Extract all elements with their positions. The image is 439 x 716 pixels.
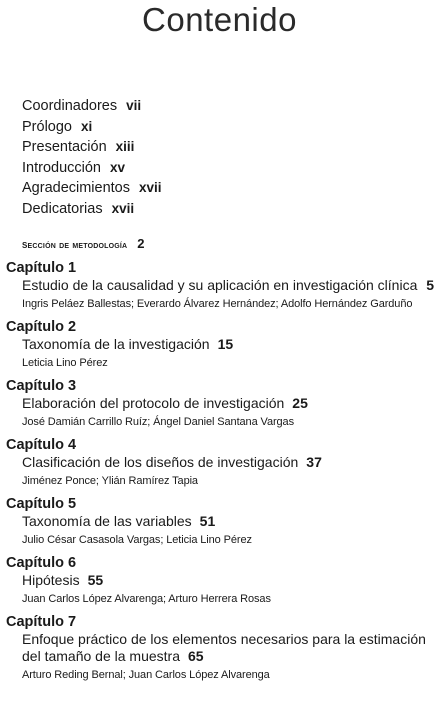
- chapter-entry-7[interactable]: [6, 614, 434, 683]
- chapter-authors: Arturo Reding Bernal; Juan Carlos López Alvarenga: [22, 669, 270, 681]
- page-number: 2: [137, 236, 145, 251]
- chapter-title: Enfoque práctico de los elementos necesarios para la estimación del tamaño de la muestra: [22, 631, 426, 664]
- chapter-title: Elaboración del protocolo de investigación: [22, 395, 285, 411]
- page-number: xvii: [139, 180, 162, 195]
- chapter-label: Capítulo 1: [6, 260, 77, 276]
- chapter-label: Capítulo 3: [6, 378, 77, 394]
- chapter-authors: Leticia Lino Pérez: [22, 357, 108, 369]
- page-number: xv: [110, 159, 126, 175]
- chapter-list: [6, 260, 434, 690]
- page-number: xvii: [111, 200, 135, 216]
- chapter-label: Capítulo 6: [6, 555, 77, 571]
- chapter-title: Hipótesis: [22, 572, 80, 588]
- chapter-title-row: [22, 513, 434, 530]
- chapter-title: Estudio de la causalidad y su aplicación en investigación clínica: [22, 277, 418, 293]
- chapter-authors: Ingris Peláez Ballestas; Everardo Álvarez Hernández; Adolfo Hernández Garduño: [22, 298, 413, 310]
- toc-entry-introduccion[interactable]: [22, 158, 162, 179]
- chapter-title-row: [22, 572, 434, 589]
- section-initial: s: [22, 237, 28, 251]
- chapter-title-row: [22, 395, 434, 412]
- chapter-title-row: [22, 454, 434, 471]
- entry-label: Coordinadores: [22, 98, 118, 114]
- toc-entry-coordinadores[interactable]: [22, 96, 162, 117]
- page-number: xiii: [115, 139, 135, 154]
- chapter-entry-6[interactable]: [6, 555, 434, 607]
- page-number: 25: [292, 395, 308, 411]
- front-matter-list: [22, 96, 162, 219]
- chapter-entry-1[interactable]: [6, 260, 434, 312]
- section-heading-metodologia[interactable]: [22, 236, 145, 251]
- chapter-authors: Julio César Casasola Vargas; Leticia Lino Pérez: [22, 534, 252, 546]
- chapter-title-row: [22, 631, 434, 665]
- page-title: Contenido: [142, 1, 297, 38]
- chapter-title: Taxonomía de la investigación: [22, 336, 210, 352]
- chapter-label: Capítulo 5: [6, 496, 77, 512]
- page-number: vii: [126, 98, 142, 113]
- toc-entry-presentacion[interactable]: [22, 137, 162, 158]
- chapter-label: Capítulo 7: [6, 614, 77, 630]
- chapter-authors: Jiménez Ponce; Ylián Ramírez Tapia: [22, 475, 198, 487]
- entry-label: Agradecimientos: [22, 180, 130, 196]
- chapter-label: Capítulo 2: [6, 319, 77, 335]
- chapter-title-row: [22, 336, 434, 353]
- chapter-authors: José Damián Carrillo Ruíz; Ángel Daniel Santana Vargas: [22, 416, 294, 428]
- entry-label: Dedicatorias: [22, 200, 103, 217]
- entry-label: Introducción: [22, 159, 101, 176]
- toc-entry-dedicatorias[interactable]: [22, 199, 162, 220]
- chapter-entry-4[interactable]: [6, 437, 434, 489]
- page-number: 37: [306, 454, 322, 470]
- page-number: 51: [199, 513, 216, 529]
- page-number: 55: [87, 572, 104, 588]
- page-number: 65: [187, 648, 204, 664]
- page-number: 5: [426, 277, 434, 293]
- chapter-entry-2[interactable]: [6, 319, 434, 371]
- toc-entry-prologo[interactable]: [22, 117, 162, 138]
- entry-label: Prólogo: [22, 118, 72, 135]
- toc-entry-agradecimientos[interactable]: [22, 178, 162, 199]
- chapter-entry-5[interactable]: [6, 496, 434, 548]
- chapter-title: Taxonomía de las variables: [22, 513, 192, 529]
- page-number: xi: [80, 118, 93, 134]
- chapter-authors: Juan Carlos López Alvarenga; Arturo Herrera Rosas: [22, 593, 271, 605]
- chapter-entry-3[interactable]: [6, 378, 434, 430]
- chapter-title: Clasificación de los diseños de investigación: [22, 454, 299, 470]
- chapter-title-row: [22, 277, 434, 294]
- page-number: 15: [217, 336, 234, 352]
- entry-label: Presentación: [22, 139, 107, 155]
- section-label: ección de metodología: [27, 239, 128, 251]
- chapter-label: Capítulo 4: [6, 437, 77, 453]
